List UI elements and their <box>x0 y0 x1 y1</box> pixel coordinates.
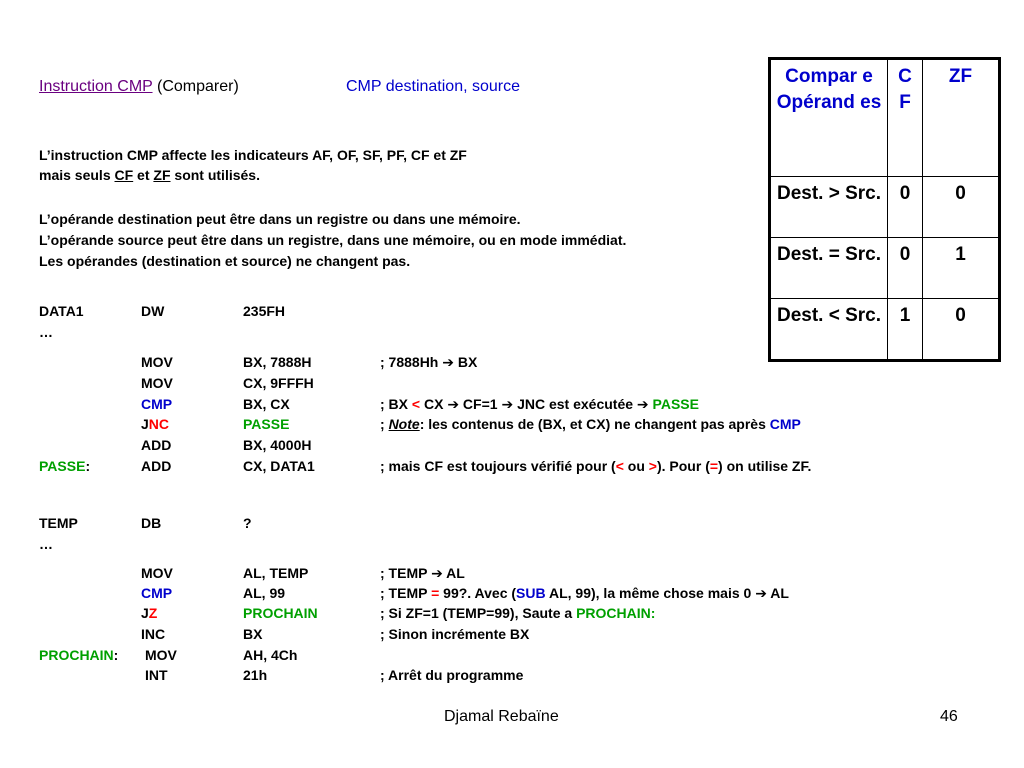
code-arg: BX, 4000H <box>243 437 312 453</box>
code-arg: 21h <box>243 667 268 683</box>
code-op-mov: MOV <box>141 354 173 370</box>
table-header-compare: Compar e Opérand es <box>770 59 888 177</box>
code-comment: ; Sinon incrémente BX <box>380 626 530 642</box>
code-comment: ; Note: les contenus de (BX, et CX) ne changent pas après CMP <box>380 416 801 432</box>
code-arg: AL, TEMP <box>243 565 309 581</box>
cmp-syntax: CMP destination, source <box>346 78 521 95</box>
table-cell-condition: Dest. > Src. <box>770 177 888 238</box>
flags-table <box>768 57 1001 362</box>
code-op-mov: MOV <box>141 565 173 581</box>
code-arg: BX, 7888H <box>243 354 312 370</box>
right-arrow-icon: ➔ <box>447 396 460 412</box>
right-arrow-icon: ➔ <box>636 396 649 412</box>
code-label-temp: TEMP <box>39 515 78 531</box>
code-label-data1: DATA1 <box>39 303 84 319</box>
code-ellipsis: … <box>39 324 53 340</box>
table-row <box>770 177 1000 238</box>
code-op-jz: JZ <box>141 605 158 621</box>
code-label-passe: PASSE: <box>39 458 91 474</box>
comparer-label: (Comparer) <box>156 78 239 95</box>
intro-line-5: Les opérandes (destination et source) ne changent pas. <box>39 253 411 269</box>
code-op-cmp: CMP <box>141 585 173 601</box>
table-header-row <box>770 59 1000 177</box>
table-cell-condition: Dest. = Src. <box>770 238 888 299</box>
code-op-inc: INC <box>141 626 166 642</box>
code-comment: ; 7888Hh ➔ BX <box>380 354 478 370</box>
code-op-add: ADD <box>141 458 172 474</box>
footer-author: Djamal Rebaïne <box>444 708 559 725</box>
code-op-int: INT <box>145 667 168 683</box>
code-arg: ? <box>243 515 252 531</box>
code-op-mov: MOV <box>145 647 177 663</box>
code-label-prochain: PROCHAIN: <box>39 647 119 663</box>
cf-flag: CF <box>114 167 134 183</box>
intro-line-4: L’opérande source peut être dans un registre, dans une mémoire, ou en mode immédiat. <box>39 232 627 248</box>
code-op-mov: MOV <box>141 375 173 391</box>
code-arg: AL, 99 <box>243 585 286 601</box>
right-arrow-icon: ➔ <box>755 585 767 601</box>
code-arg: BX <box>243 626 263 642</box>
zf-flag: ZF <box>153 167 171 183</box>
code-arg: CX, DATA1 <box>243 458 315 474</box>
intro-line-1: L’instruction CMP affecte les indicateurs AF, OF, SF, PF, CF et ZF <box>39 147 467 163</box>
table-cell-cf: 1 <box>888 299 923 361</box>
slide-number: 46 <box>940 708 958 725</box>
table-header-zf: ZF <box>923 59 1000 177</box>
code-op-db: DB <box>141 515 162 531</box>
code-op-cmp: CMP <box>141 396 173 412</box>
right-arrow-icon: ➔ <box>442 354 454 370</box>
code-comment: ; mais CF est toujours vérifié pour (< ou >). Pour (=) on utilise ZF. <box>380 458 812 474</box>
table-row <box>770 299 1000 361</box>
code-ellipsis: … <box>39 536 53 552</box>
table-cell-zf: 0 <box>923 299 1000 361</box>
intro-line-3: L’opérande destination peut être dans un registre ou dans une mémoire. <box>39 211 521 227</box>
table-header-cf: C F <box>888 59 923 177</box>
code-comment: ; Si ZF=1 (TEMP=99), Saute a PROCHAIN: <box>380 605 656 621</box>
code-arg: AH, 4Ch <box>243 647 298 663</box>
code-op-add: ADD <box>141 437 172 453</box>
code-comment: ; TEMP ➔ AL <box>380 565 465 581</box>
instruction-cmp-link[interactable]: Instruction CMP <box>39 78 153 95</box>
table-cell-zf: 0 <box>923 177 1000 238</box>
right-arrow-icon: ➔ <box>501 396 514 412</box>
table-row <box>770 238 1000 299</box>
code-arg-prochain: PROCHAIN <box>243 605 318 621</box>
code-arg-235fh: 235FH <box>243 303 286 319</box>
code-arg: BX, CX <box>243 396 290 412</box>
intro-line-2: mais seuls CF et ZF sont utilisés. <box>39 167 260 183</box>
right-arrow-icon: ➔ <box>431 565 443 581</box>
code-arg: CX, 9FFFH <box>243 375 314 391</box>
code-comment: ; TEMP = 99?. Avec (SUB AL, 99), la même chose mais 0 ➔ AL <box>380 585 789 601</box>
table-cell-cf: 0 <box>888 177 923 238</box>
table-cell-cf: 0 <box>888 238 923 299</box>
code-op-jnc: JNC <box>141 416 170 432</box>
table-cell-zf: 1 <box>923 238 1000 299</box>
slide-header <box>39 78 239 96</box>
table-cell-condition: Dest. < Src. <box>770 299 888 361</box>
code-arg-passe: PASSE <box>243 416 290 432</box>
code-comment: ; BX < CX ➔ CF=1 ➔ JNC est exécutée ➔ PASSE <box>380 396 699 412</box>
code-op-dw: DW <box>141 303 165 319</box>
code-comment: ; Arrêt du programme <box>380 667 524 683</box>
